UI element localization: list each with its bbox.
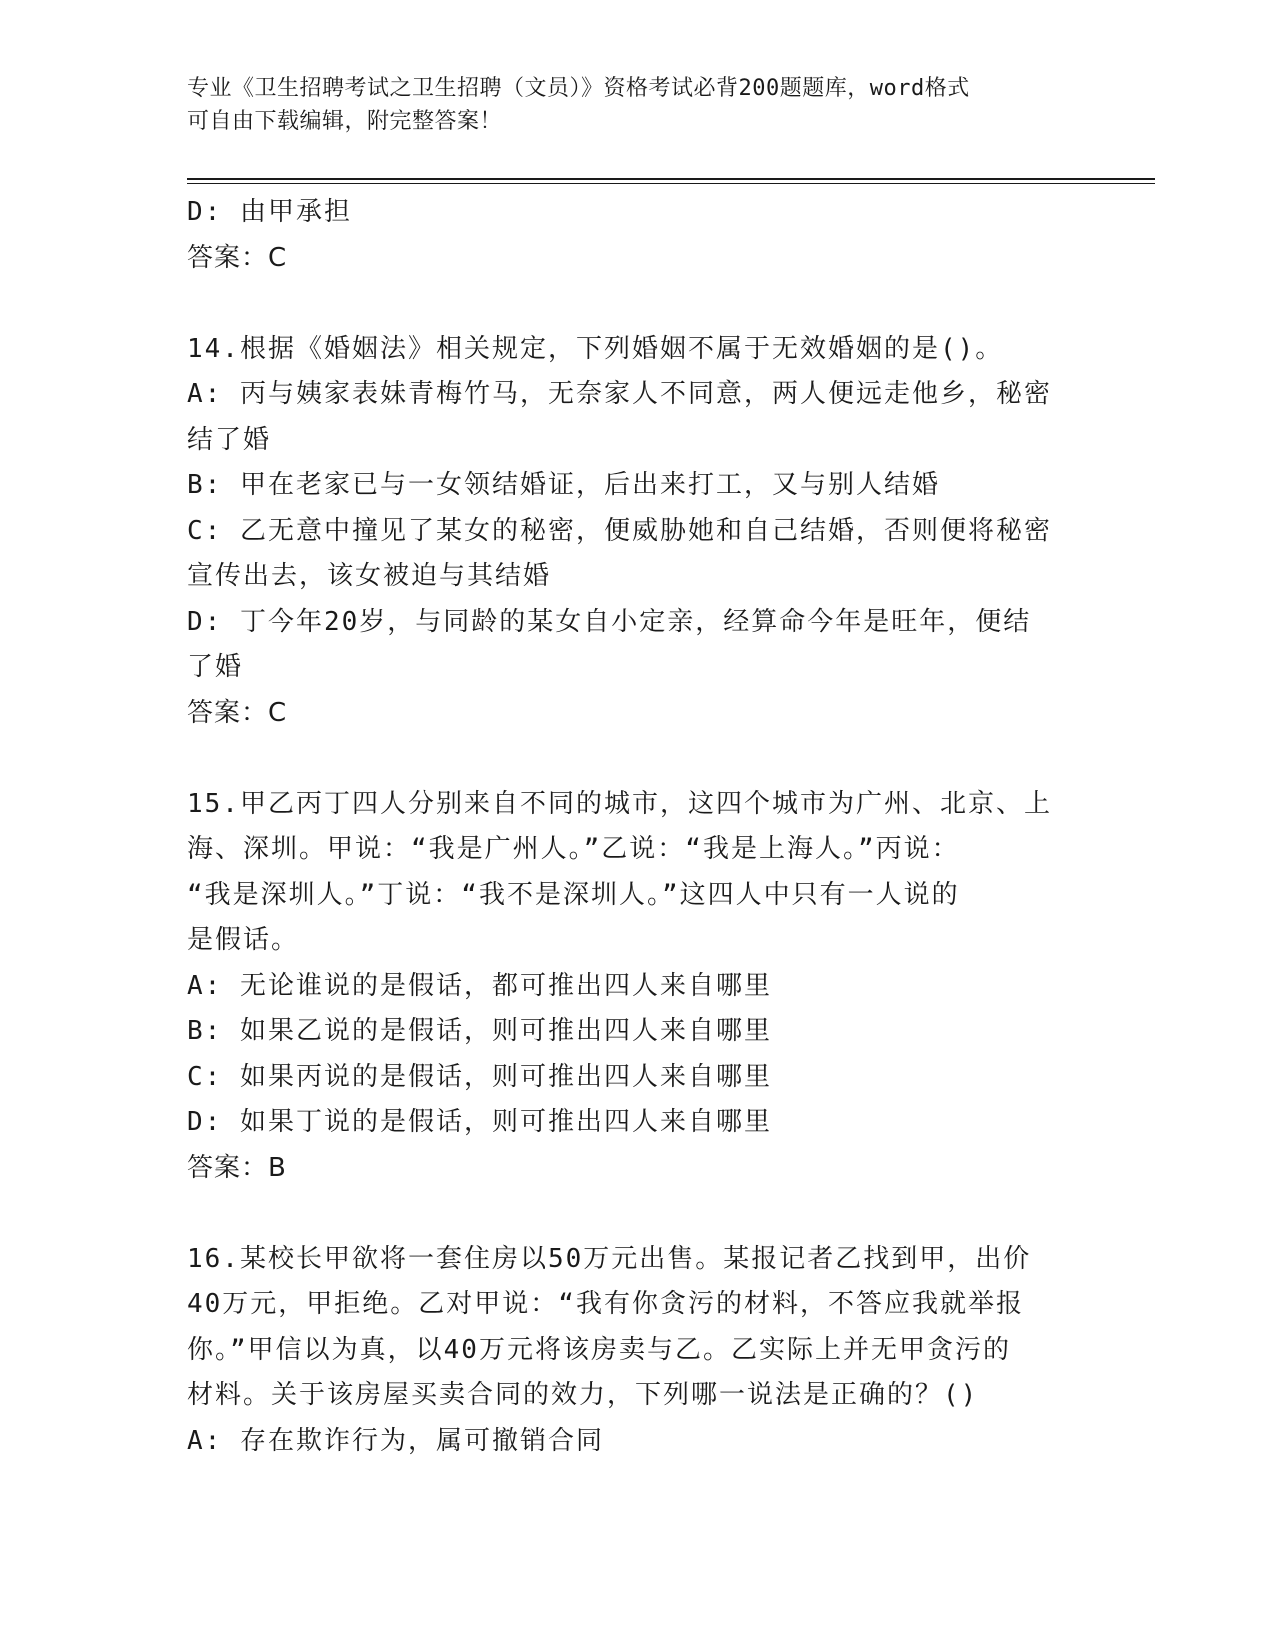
option-d-cont: 了婚 (187, 652, 244, 682)
header-divider-thin (187, 183, 1155, 184)
header-divider-thick (187, 178, 1155, 180)
question-stem: 14.根据《婚姻法》相关规定，下列婚姻不属于无效婚姻的是()。 (187, 333, 1004, 364)
spacer (187, 1191, 1087, 1237)
spacer (187, 736, 1087, 782)
header-line-2: 可自由下载编辑，附完整答案！ (187, 109, 503, 134)
question-stem-cont: 海、深圳。甲说：“我是广州人。”乙说：“我是上海人。”丙说： (187, 834, 960, 864)
question-16 (187, 1237, 1087, 1465)
option-b: B: 甲在老家已与一女领结婚证，后出来打工，又与别人结婚 (187, 470, 940, 500)
question-stem-cont: “我是深圳人。”丁说：“我不是深圳人。”这四人中只有一人说的 (187, 879, 960, 910)
option-d: D: 由甲承担 (187, 197, 352, 227)
spacer (187, 281, 1087, 327)
question-stem-cont: 材料。关于该房屋买卖合同的效力，下列哪一说法是正确的？() (187, 1380, 979, 1410)
answer: 答案：B (187, 1152, 287, 1183)
option-a-cont: 结了婚 (187, 424, 272, 455)
option-a: A: 无论谁说的是假话，都可推出四人来自哪里 (187, 970, 772, 1001)
question-stem: 15.甲乙丙丁四人分别来自不同的城市，这四个城市为广州、北京、上 (187, 788, 1052, 819)
question-stem-cont: 40万元，甲拒绝。乙对甲说：“我有你贪污的材料，不答应我就举报 (187, 1289, 1024, 1319)
question-stem: 16.某校长甲欲将一套住房以50万元出售。某报记者乙找到甲，出价 (187, 1243, 1032, 1274)
option-d: D: 如果丁说的是假话，则可推出四人来自哪里 (187, 1107, 772, 1137)
option-d: D: 丁今年20岁，与同龄的某女自小定亲，经算命今年是旺年，便结 (187, 606, 1032, 637)
question-13-tail (187, 190, 1087, 281)
answer: 答案：C (187, 242, 288, 273)
question-15 (187, 782, 1087, 1192)
page-header (187, 72, 1087, 138)
answer: 答案：C (187, 697, 288, 728)
option-c: C: 如果丙说的是假话，则可推出四人来自哪里 (187, 1061, 772, 1092)
option-a: A: 丙与姨家表妹青梅竹马，无奈家人不同意，两人便远走他乡，秘密 (187, 379, 1052, 409)
question-14 (187, 327, 1087, 737)
question-stem-cont: 你。”甲信以为真，以40万元将该房卖与乙。乙实际上并无甲贪污的 (187, 1334, 1011, 1365)
option-a: A: 存在欺诈行为，属可撤销合同 (187, 1425, 604, 1456)
header-line-1: 专业《卫生招聘考试之卫生招聘（文员）》资格考试必背200题题库，word格式 (187, 76, 970, 101)
option-b: B: 如果乙说的是假话，则可推出四人来自哪里 (187, 1016, 772, 1046)
option-c-cont: 宣传出去，该女被迫与其结婚 (187, 561, 552, 591)
option-c: C: 乙无意中撞见了某女的秘密，便威胁她和自己结婚，否则便将秘密 (187, 515, 1052, 546)
question-stem-cont: 是假话。 (187, 925, 300, 955)
question-list (187, 190, 1087, 1464)
